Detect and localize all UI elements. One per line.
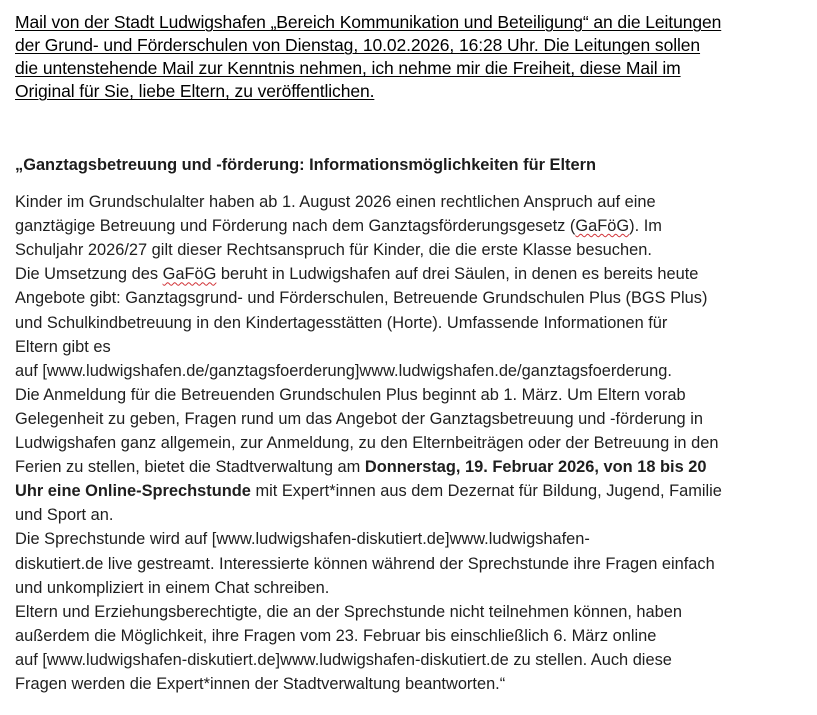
text-run: diskutiert.de live gestreamt. Interessierte können während der Sprechstunde ihre Fragen einfach [15,554,715,573]
text-line [15,286,801,310]
text-run: Eltern und Erziehungsberechtigte, die an der Sprechstunde nicht teilnehmen können, haben [15,602,683,621]
text-line [15,624,801,648]
text-run: und Schulkindbetreuung in den Kindertagesstätten (Horte). Umfassende Informationen für [15,313,668,332]
text-run: ganztägige Betreuung und Förderung nach dem Ganztagsförderungsgesetz ( [15,217,576,236]
text-line [15,11,801,34]
text-line [15,80,801,103]
intro-note [15,11,801,103]
text-line [15,57,801,80]
text-run: Angebote gibt: Ganztagsgrund- und Förderschulen, Betreuende Grundschulen Plus (BGS Plus) [15,289,708,308]
text-run: auf [www.ludwigshafen.de/ganztagsfoerderung]www.ludwigshafen.de/ganztagsfoerderung. [15,361,672,380]
text-line [15,576,801,600]
text-run-misspelled: GaFöG [575,217,630,236]
text-line [15,527,801,551]
text-run: beruht in Ludwigshafen auf drei Säulen, in denen es bereits heute [216,265,699,284]
text-line [15,359,801,383]
text-run: die untenstehende Mail zur Kenntnis nehmen, ich nehme mir die Freiheit, diese Mail im [15,58,681,78]
text-line [15,190,801,214]
text-run: Mail von der Stadt Ludwigshafen „Bereich Kommunikation und Beteiligung“ an die Leitungen [15,12,722,32]
text-run: der Grund- und Förderschulen von Dienstag, 10.02.2026, 16:28 Uhr. Die Leitungen sollen [15,35,701,55]
text-line [15,479,801,503]
text-line [15,383,801,407]
text-line [15,431,801,455]
text-run-bold: Uhr eine Online-Sprechstunde [15,482,251,501]
document-page [0,11,817,696]
text-line [15,335,801,359]
text-run: Die Sprechstunde wird auf [www.ludwigshafen-diskutiert.de]www.ludwigshafen- [15,530,590,549]
text-run: Kinder im Grundschulalter haben ab 1. August 2026 einen rechtlichen Anspruch auf eine [15,193,656,212]
text-run: Die Anmeldung für die Betreuenden Grundschulen Plus beginnt ab 1. März. Um Eltern vorab [15,385,686,404]
text-run: außerdem die Möglichkeit, ihre Fragen vom 23. Februar bis einschließlich 6. März online [15,626,657,645]
text-run: Ludwigshafen ganz allgemein, zur Anmeldung, zu den Elternbeiträgen oder der Betreuung in den [15,434,719,453]
text-run: Eltern gibt es [15,337,111,356]
text-line [15,648,801,672]
text-run: auf [www.ludwigshafen-diskutiert.de]www.ludwigshafen-diskutiert.de zu stellen. Auch diese [15,650,672,669]
text-run: und Sport an. [15,506,114,525]
text-line [15,552,801,576]
text-line [15,238,801,262]
text-line [15,600,801,624]
announcement-heading: „Ganztagsbetreuung und -förderung: Informationsmöglichkeiten für Eltern [15,156,596,174]
text-run: Gelegenheit zu geben, Fragen rund um das Angebot der Ganztagsbetreuung und -förderung in [15,409,703,428]
text-run: Original für Sie, liebe Eltern, zu veröffentlichen. [15,81,375,101]
text-run: Die Umsetzung des [15,265,163,284]
announcement-body [15,190,801,696]
text-run: ). Im [629,217,662,236]
text-run-misspelled: GaFöG [162,265,217,284]
text-line [15,311,801,335]
text-line [15,214,801,238]
text-line [15,455,801,479]
text-run: Schuljahr 2026/27 gilt dieser Rechtsanspruch für Kinder, die die erste Klasse besuchen. [15,241,652,260]
text-line [15,34,801,57]
text-run-bold: Donnerstag, 19. Februar 2026, von 18 bis 20 [364,458,707,477]
text-run: und unkompliziert in einem Chat schreiben. [15,578,330,597]
text-line [15,407,801,431]
text-line [15,503,801,527]
text-line [15,672,801,696]
text-run: Ferien zu stellen, bietet die Stadtverwaltung am [15,458,365,477]
text-line [15,262,801,286]
text-run: Fragen werden die Expert*innen der Stadtverwaltung beantworten.“ [15,674,506,693]
text-run: mit Expert*innen aus dem Dezernat für Bildung, Jugend, Familie [250,482,722,501]
